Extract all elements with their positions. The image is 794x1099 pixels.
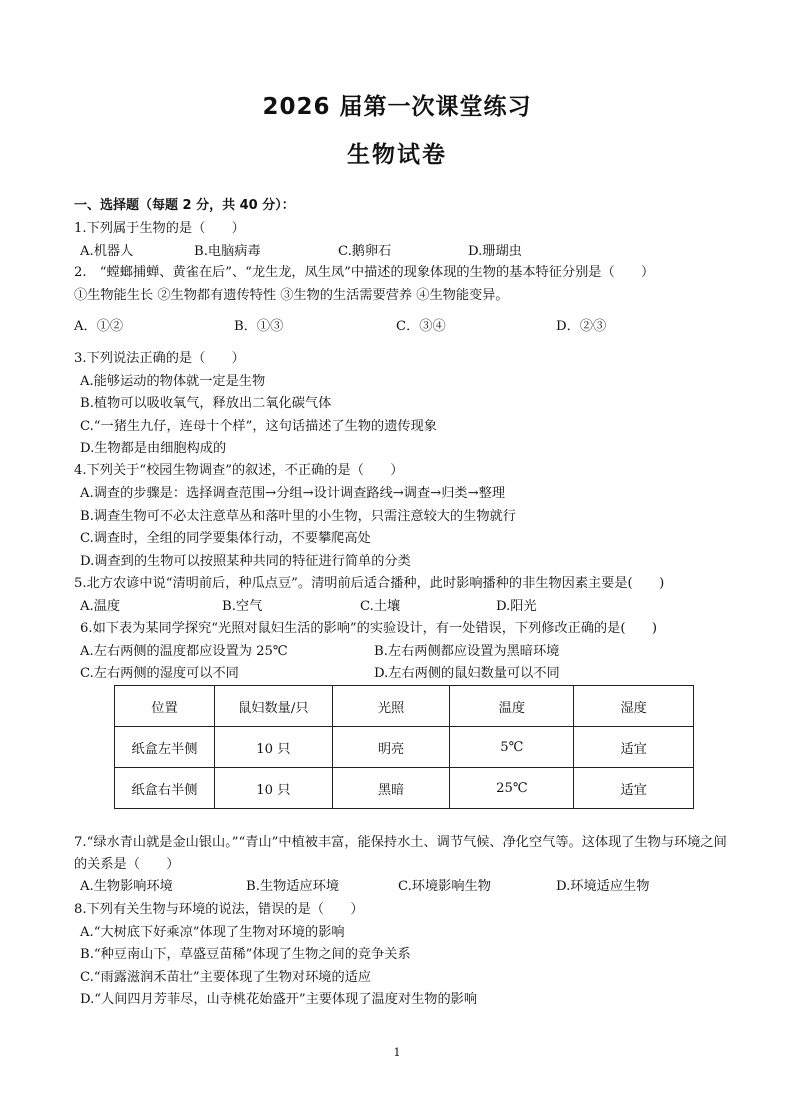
question-1-stem: 1.下列属于生物的是（ ） <box>74 221 245 236</box>
q2-option-d: D．②③ <box>556 319 607 334</box>
table-header-cell: 鼠妇数量/只 <box>214 686 332 727</box>
q4-option-b: B.调查生物可不必太注意草丛和落叶里的小生物，只需注意较大的生物就行 <box>80 509 516 524</box>
experiment-table <box>114 685 694 809</box>
q8-option-a: A.“大树底下好乘凉”体现了生物对环境的影响 <box>80 925 345 940</box>
q3-option-a: A.能够运动的物体就一定是生物 <box>80 374 266 389</box>
table-cell: 黑暗 <box>332 768 450 809</box>
q1-option-c: C.鹅卵石 <box>338 244 392 259</box>
q6-option-a: A.左右两侧的温度都应设置为 25℃ <box>80 644 288 659</box>
q1-option-a: A.机器人 <box>80 244 134 259</box>
question-7-stem: 7.“绿水青山就是金山银山。”“青山”中植被丰富，能保持水土、调节气候、净化空气等。这体现了生物与环境之间的关系是（ ） <box>74 835 727 872</box>
q7-option-b: B.生物适应环境 <box>246 879 340 894</box>
table-cell: 明亮 <box>332 727 450 768</box>
q7-option-d: D.环境适应生物 <box>556 879 650 894</box>
section-heading: 一、选择题（每题 2 分，共 40 分）： <box>74 198 295 213</box>
q3-option-d: D.生物都是由细胞构成的 <box>80 441 227 456</box>
table-cell: 纸盒左半侧 <box>115 727 215 768</box>
table-row <box>115 727 694 768</box>
question-4-stem: 4.下列关于“校园生物调查”的叙述，不正确的是（ ） <box>74 463 404 478</box>
q5-option-d: D.阳光 <box>496 599 537 614</box>
table-cell: 适宜 <box>574 727 694 768</box>
q4-option-d: D.调查到的生物可以按照某种共同的特征进行简单的分类 <box>80 554 411 569</box>
question-3-stem: 3.下列说法正确的是（ ） <box>74 351 245 366</box>
q1-option-b: B.电脑病毒 <box>194 244 261 259</box>
question-8-stem: 8.下列有关生物与环境的说法，错误的是（ ） <box>74 902 364 917</box>
q6-option-b: B.左右两侧都应设置为黑暗环境 <box>374 644 560 659</box>
q2-option-a: A．①② <box>74 319 124 334</box>
q6-option-c: C.左右两侧的湿度可以不同 <box>80 666 239 681</box>
table-header-row <box>115 686 694 727</box>
table-header-cell: 位置 <box>115 686 215 727</box>
table-cell: 10 只 <box>214 727 332 768</box>
table-cell: 10 只 <box>214 768 332 809</box>
question-2-statements: ①生物能生长 ②生物都有遗传特性 ③生物的生活需要营养 ④生物能变异。 <box>74 288 509 303</box>
page-number: 1 <box>393 1046 401 1059</box>
q3-option-c: C.“一猪生九仔，连母十个样”，这句话描述了生物的遗传现象 <box>80 419 437 434</box>
q2-option-c: C．③④ <box>396 319 446 334</box>
table-header-cell: 温度 <box>450 686 574 727</box>
q3-option-b: B.植物可以吸收氧气，释放出二氧化碳气体 <box>80 396 332 411</box>
q7-option-a: A.生物影响环境 <box>80 879 173 894</box>
q6-option-d: D.左右两侧的鼠妇数量可以不同 <box>374 666 560 681</box>
table-header-cell: 光照 <box>332 686 450 727</box>
q8-option-b: B.“种豆南山下，草盛豆苗稀”体现了生物之间的竞争关系 <box>80 947 411 962</box>
q4-option-c: C.调查时，全组的同学要集体行动，不要攀爬高处 <box>80 531 371 546</box>
table-row <box>115 768 694 809</box>
q7-option-c: C.环境影响生物 <box>398 879 491 894</box>
question-6-stem: 6.如下表为某同学探究“光照对鼠妇生活的影响”的实验设计，有一处错误，下列修改正确的是( ) <box>80 621 658 636</box>
q8-option-c: C.“雨露滋润禾苗壮”主要体现了生物对环境的适应 <box>80 970 372 985</box>
q2-option-b: B．①③ <box>234 319 284 334</box>
q5-option-b: B.空气 <box>222 599 263 614</box>
table-cell: 纸盒右半侧 <box>115 768 215 809</box>
q8-option-d: D.“人间四月芳菲尽，山寺桃花始盛开”主要体现了温度对生物的影响 <box>80 992 478 1007</box>
table-header-cell: 湿度 <box>574 686 694 727</box>
q1-option-d: D.珊瑚虫 <box>468 244 522 259</box>
table-cell: 适宜 <box>574 768 694 809</box>
q5-option-c: C.土壤 <box>360 599 401 614</box>
table-cell: 5℃ <box>450 727 574 768</box>
question-5-stem: 5.北方农谚中说“清明前后，种瓜点豆”。清明前后适合播种，此时影响播种的非生物因素主要是( ) <box>74 576 665 591</box>
question-2-stem: 2. “螳螂捕蝉、黄雀在后”、“龙生龙，凤生凤”中描述的现象体现的生物的基本特征分别是（ ） <box>74 265 655 280</box>
exam-subtitle: 生物试卷 <box>347 142 447 168</box>
q4-option-a: A.调查的步骤是：选择调查范围→分组→设计调查路线→调查→归类→整理 <box>80 486 506 501</box>
q5-option-a: A.温度 <box>80 599 121 614</box>
exam-title: 2026 届第一次课堂练习 <box>262 94 532 120</box>
table-cell: 25℃ <box>450 768 574 809</box>
